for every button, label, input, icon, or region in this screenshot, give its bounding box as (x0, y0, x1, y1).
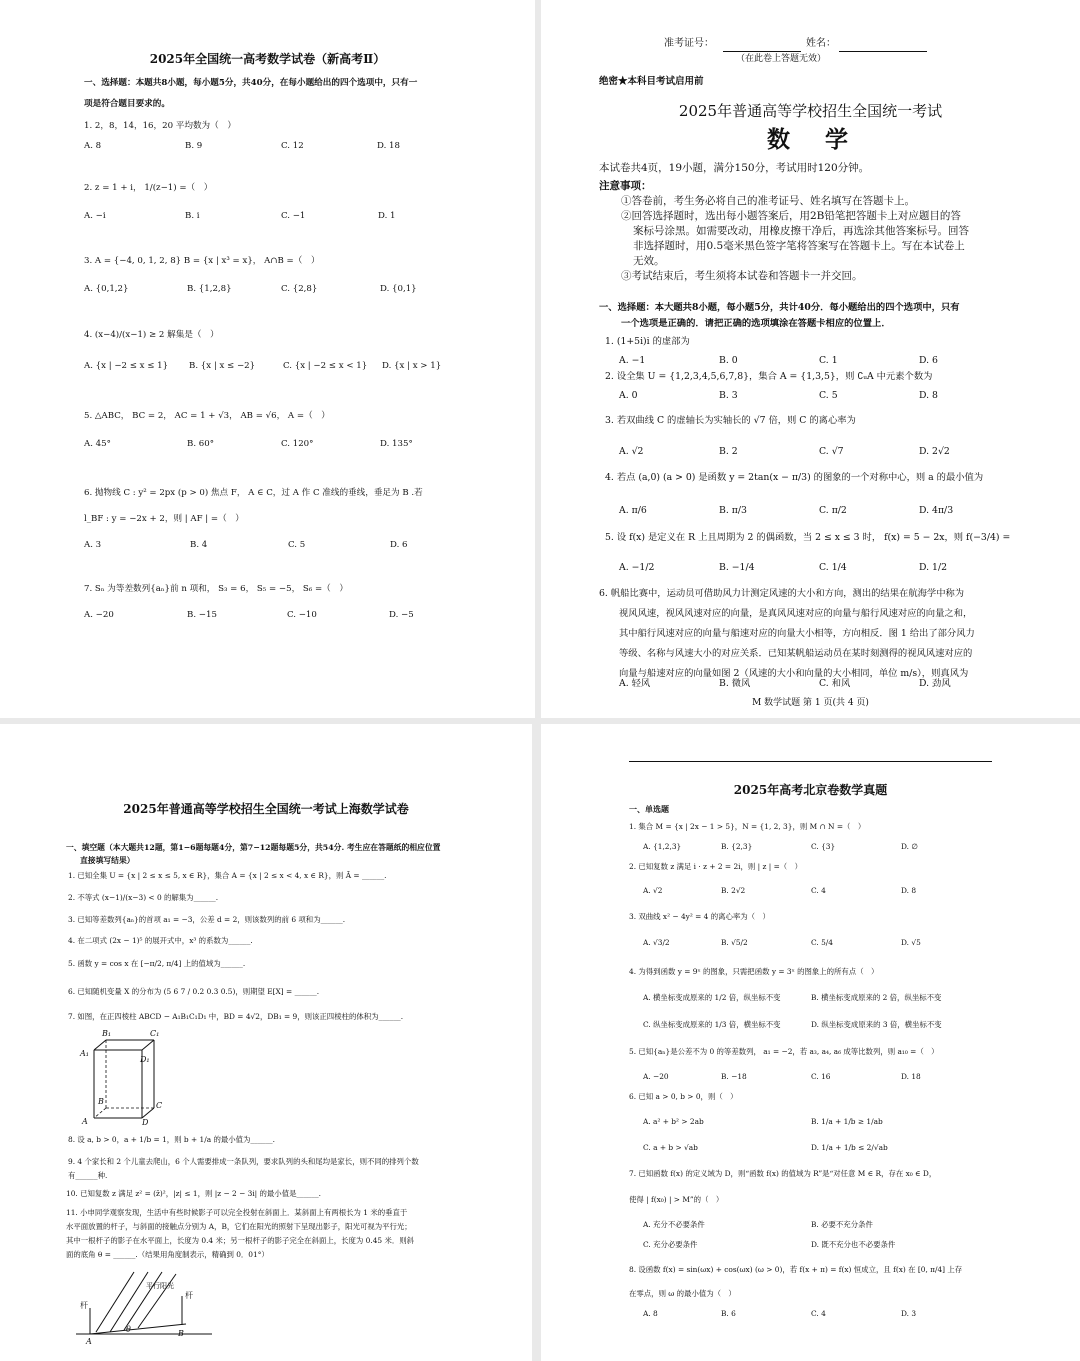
option: A. √2 (619, 446, 644, 457)
option: A. 横坐标变成原来的 1/2 倍，纵坐标不变 (643, 993, 781, 1002)
option: B. π/3 (719, 505, 747, 516)
notice-line: 案标号涂黑。如需要改动，用橡皮擦干净后，再选涂其他答案标号。回答 (633, 225, 969, 237)
header-rule (629, 761, 992, 762)
option: A. 8 (643, 1309, 658, 1318)
option: D. 18 (377, 141, 400, 151)
section-heading-cont: 直接填写结果） (80, 856, 135, 865)
option: B. √5/2 (721, 938, 748, 947)
notice-title: 注意事项： (599, 180, 652, 192)
question-stem: 1. (1+5i)i 的虚部为 (605, 336, 690, 347)
q6-line: 其中船行风速对应的向量与船速对应的向量大小相等，方向相反．图 1 给出了部分风力 (619, 628, 975, 639)
sunlight-label: 平行阳光 (146, 1282, 174, 1290)
exam-page-national (541, 0, 1080, 718)
option: B. 3 (719, 390, 738, 401)
exam-page-shanghai (0, 724, 532, 1361)
question-stem: 3. A = {−4, 0, 1, 2, 8} B = {x | x³ = x}， A∩B =（ ） (84, 256, 320, 266)
option: C. 1 (819, 355, 838, 366)
fill-item: 10. 已知复数 z 满足 z² = (z̄)²，|z| ≤ 1，则 |z − 2 − 3i| 的最小值是______. (66, 1189, 321, 1198)
question-stem: 1. 集合 M = {x | 2x − 1 > 5}，N = {1, 2, 3}，则 M ∩ N =（ ） (629, 822, 866, 831)
page-footer: M 数学试题 第 1 页(共 4 页) (752, 698, 869, 708)
exam-title: 2025年普通高等学校招生全国统一考试 (678, 102, 943, 120)
option: A. −1/2 (619, 562, 655, 573)
question-stem: 4. (x−4)/(x−1) ≥ 2 解集是（ ） (84, 330, 219, 340)
option: D. 6 (919, 355, 938, 366)
option: B. 1/a + 1/b ≥ 1/ab (811, 1117, 883, 1126)
secret-mark: 绝密★本科目考试启用前 (599, 76, 704, 87)
fill-item: 水平面放置的杆子，与斜面的接触点分别为 A，B，它们在阳光的照射下呈现出影子，阳光可视为平行光； (66, 1222, 412, 1231)
option: A. √2 (643, 886, 663, 895)
option: C. 和风 (819, 678, 851, 689)
option: D. −5 (389, 610, 414, 620)
question-stem: 6. 抛物线 C : y² = 2px (p > 0) 焦点 F， A ∈ C，过 A 作 C 准线的垂线，垂足为 B .若 (84, 488, 423, 498)
option: B. −18 (721, 1072, 747, 1081)
question-stem: 2. 设全集 U = {1,2,3,4,5,6,7,8}，集合 A = {1,3,5}，则 ∁ᵤA 中元素个数为 (605, 371, 933, 382)
point-label: B (178, 1329, 184, 1338)
option: C. 4 (811, 1309, 826, 1318)
page-title: 2025年全国统一高考数学试卷（新高考Ⅱ） (149, 52, 386, 66)
exam-page-beijing (541, 724, 1080, 1361)
option: D. 劲风 (919, 678, 951, 689)
option: A. −20 (84, 610, 114, 620)
question-stem: 7. 已知函数 f(x) 的定义域为 D，则“函数 f(x) 的值域为 R”是“对任意 M ∈ R，存在 x₀ ∈ D， (629, 1169, 937, 1178)
option: D. ∅ (901, 842, 918, 851)
option: B. {x | x ≤ −2} (189, 361, 256, 371)
option: D. 1/2 (919, 562, 947, 573)
notice-line: ②回答选择题时，选出每小题答案后，用2B铅笔把答题卡上对应题目的答 (621, 210, 961, 222)
sunlight-figure (76, 1268, 216, 1348)
exam-intro: 本试卷共4页，19小题，满分150分，考试用时120分钟。 (599, 162, 870, 174)
fill-item: 1. 已知全集 U = {x | 2 ≤ x ≤ 5, x ∈ R}，集合 A = {x | 2 ≤ x < 4, x ∈ R}，则 Ā = ______. (68, 871, 387, 880)
option: B. 2 (719, 446, 738, 457)
option: A. 45° (84, 439, 111, 449)
notice-line: ③考试结束后，考生须将本试卷和答题卡一并交回。 (621, 270, 863, 282)
exam-id-blank[interactable] (723, 51, 801, 52)
exam-id-label: 准考证号： (664, 38, 714, 49)
section-heading: 一、选择题：本题共8小题，每小题5分，共40分，在每小题给出的四个选项中，只有一 (84, 78, 418, 88)
option: C. π/2 (819, 505, 847, 516)
fill-item: 11. 小申同学观察发现，生活中有些时候影子可以完全投射在斜面上．某斜面上有两根长为 1 米的垂直于 (66, 1208, 408, 1217)
section-heading-cont: 一个选项是正确的．请把正确的选项填涂在答题卡相应的位置上． (621, 318, 891, 329)
q6-line: 6. 帆船比赛中，运动员可借助风力计测定风速的大小和方向，测出的结果在航海学中称为 (599, 588, 965, 599)
option: B. 微风 (719, 678, 751, 689)
option: D. 纵坐标变成原来的 3 倍，横坐标不变 (811, 1020, 942, 1029)
fill-item: 2. 不等式 (x−1)/(x−3) < 0 的解集为______. (68, 893, 219, 902)
option: D. 2√2 (919, 446, 950, 457)
prism-label: D₁ (140, 1055, 150, 1064)
angle-label: θ (126, 1325, 131, 1334)
option: B. 横坐标变成原来的 2 倍，纵坐标不变 (811, 993, 942, 1002)
prism-label: B₁ (102, 1029, 112, 1038)
fill-item: 9. 4 个家长和 2 个儿童去爬山，6 个人需要排成一条队列，要求队列的头和尾均是家长，则不同的排列个数 (68, 1157, 419, 1166)
option: C. {3} (811, 842, 836, 851)
option: B. {1,2,8} (187, 284, 232, 294)
option: D. √5 (901, 938, 921, 947)
section-heading: 一、填空题（本大题共12题，第1−6题每题4分，第7−12题每题5分，共54分. 考生应在答题纸的相应位置 (66, 843, 441, 852)
page-title: 2025年普通高等学校招生全国统一考试上海数学试卷 (123, 802, 409, 816)
option: C. 纵坐标变成原来的 1/3 倍，横坐标不变 (643, 1020, 781, 1029)
option: C. 120° (281, 439, 314, 449)
q6-line: 视风风速，视风风速对应的向量，是真风风速对应的向量与船行风速对应的向量之和， (619, 608, 973, 619)
prism-label: A₁ (80, 1049, 89, 1058)
option: C. −1 (281, 211, 306, 221)
option: B. 60° (187, 439, 215, 449)
option: C. 12 (281, 141, 304, 151)
notice-line: 非选择题时，用0.5毫米黑色签字笔将答案写在答题卡上。写在本试卷上 (633, 240, 965, 252)
option: D. {0,1} (380, 284, 417, 294)
question-stem: 3. 双曲线 x² − 4y² = 4 的离心率为（ ） (629, 912, 770, 921)
option: A. {1,2,3} (643, 842, 682, 851)
option: B. −1/4 (719, 562, 755, 573)
option: A. 8 (84, 141, 102, 151)
option: B. 2√2 (721, 886, 746, 895)
prism-label: A (82, 1117, 88, 1126)
option: D. 1 (378, 211, 396, 221)
page-title: 2025年高考北京卷数学真题 (733, 783, 888, 797)
option: B. 6 (721, 1309, 736, 1318)
section-heading: 一、单选题 (629, 804, 669, 814)
question-stem: 6. 已知 a > 0, b > 0，则（ ） (629, 1092, 738, 1101)
question-stem-cont: 在零点，则 ω 的最小值为（ ） (629, 1289, 736, 1298)
prism-label: D (142, 1118, 149, 1126)
fill-item: 6. 已知随机变量 X 的分布为 (5 6 7 / 0.2 0.3 0.5)，则期望 E[X] = ______. (68, 987, 320, 996)
fill-item: 8. 设 a, b > 0，a + 1/b = 1，则 b + 1/a 的最小值为______. (68, 1135, 275, 1144)
option: C. 5 (288, 540, 306, 550)
option: A. −20 (643, 1072, 669, 1081)
option: D. 4π/3 (919, 505, 954, 516)
notice-line: ①答卷前，考生务必将自己的准考证号、姓名填写在答题卡上。 (621, 195, 915, 207)
question-stem: 1. 2，8，14，16，20 平均数为（ ） (84, 121, 236, 131)
fill-item: 面的底角 θ = ______.（结果用角度制表示，精确到 0．01°） (66, 1250, 269, 1259)
option: D. 135° (380, 439, 413, 449)
q6-line: 等级、名称与风速大小的对应关系．已知某帆船运动员在某时刻测得的视风风速对应的 (619, 648, 973, 659)
q6-line: 向量与船速对应的向量如图 2（风速的大小和向量的大小相同，单位 m/s），则真风为 (619, 668, 969, 679)
notice-line: 无效。 (633, 255, 665, 267)
prism-label: C₁ (150, 1029, 160, 1038)
prism-label: B (98, 1097, 104, 1106)
option: C. 5/4 (811, 938, 833, 947)
option: D. 18 (901, 1072, 921, 1081)
option: D. 8 (901, 886, 917, 895)
option: C. √7 (819, 446, 844, 457)
option: C. a + b > √ab (643, 1143, 698, 1152)
question-stem: 8. 设函数 f(x) = sin(ωx) + cos(ωx) (ω > 0)，若 f(x + π) = f(x) 恒成立，且 f(x) 在 [0, π/4] 上存 (629, 1265, 963, 1274)
name-label: 姓名： (806, 38, 836, 49)
option: B. 4 (190, 540, 208, 550)
exam-page-new-gaokao-2 (0, 0, 535, 718)
option: C. {2,8} (281, 284, 318, 294)
prism-figure (74, 1026, 174, 1126)
fill-item: 其中一根杆子的影子在水平面上，长度为 0.4 米；另一根杆子的影子完全在斜面上，长度为 0.45 米．则斜 (66, 1236, 415, 1245)
option: A. {0,1,2} (84, 284, 129, 294)
point-label: A (86, 1337, 92, 1346)
question-stem: 2. 已知复数 z 满足 i · z + 2 = 2i，则 | z | =（ ） (629, 862, 802, 871)
prism-label: C (156, 1101, 163, 1110)
option: B. 9 (185, 141, 203, 151)
answer-invalid-note: （在此卷上答题无效） (736, 54, 827, 64)
section-heading-cont: 项是符合题目要求的。 (84, 99, 170, 109)
option: C. 充分必要条件 (643, 1240, 698, 1249)
option: D. 既不充分也不必要条件 (811, 1240, 896, 1249)
fill-item: 7. 如图，在正四棱柱 ABCD − A₁B₁C₁D₁ 中，BD = 4√2，DB₁ = 9，则该正四棱柱的体积为______. (68, 1012, 404, 1021)
option: B. 必要不充分条件 (811, 1220, 873, 1229)
question-stem-cont: l_BF : y = −2x + 2，则 | AF | =（ ） (84, 514, 244, 524)
name-blank[interactable] (839, 51, 927, 52)
option: A. √3/2 (643, 938, 670, 947)
fill-item: 4. 在二项式 (2x − 1)⁵ 的展开式中，x³ 的系数为______. (68, 936, 253, 945)
option: D. {x | x > 1} (382, 361, 442, 371)
option: A. 充分不必要条件 (643, 1220, 705, 1229)
question-stem: 4. 若点 (a,0) (a > 0) 是函数 y = 2tan(x − π/3) 的图象的一个对称中心，则 a 的最小值为 (605, 472, 984, 483)
option: A. 0 (619, 390, 638, 401)
option: C. 1/4 (819, 562, 847, 573)
option: B. {2,3} (721, 842, 753, 851)
pole-label: 杆 (185, 1291, 193, 1300)
fill-item: 有______种. (68, 1171, 108, 1180)
question-stem-cont: 使得 | f(x₀) | > M”的（ ） (629, 1195, 724, 1204)
option: D. 3 (901, 1309, 917, 1318)
fill-item: 5. 函数 y = cos x 在 [−π/2, π/4] 上的值域为______. (68, 959, 246, 968)
section-heading: 一、选择题：本大题共8小题，每小题5分，共计40分．每小题给出的四个选项中，只有 (599, 302, 960, 313)
option: C. 16 (811, 1072, 831, 1081)
option: B. 0 (719, 355, 738, 366)
option: C. {x | −2 ≤ x < 1} (283, 361, 368, 371)
option: A. 3 (84, 540, 102, 550)
question-stem: 2. z = 1 + i， 1/(z−1) =（ ） (84, 183, 213, 193)
question-stem: 5. 设 f(x) 是定义在 R 上且周期为 2 的偶函数，当 2 ≤ x ≤ 3 时， f(x) = 5 − 2x，则 f(−3/4) = (605, 532, 1011, 543)
option: B. −15 (187, 610, 217, 620)
subject-title: 数 学 (767, 126, 854, 153)
question-stem: 5. 已知{aₙ}是公差不为 0 的等差数列， a₁ = −2，若 a₃, a₄, a₆ 成等比数列，则 a₁₀ =（ ） (629, 1047, 939, 1056)
option: A. a² + b² > 2ab (643, 1117, 704, 1126)
option: D. 8 (919, 390, 938, 401)
option: C. 5 (819, 390, 838, 401)
question-stem: 7. Sₙ 为等差数列{aₙ}前 n 项和， S₃ = 6， S₅ = −5， S₆ =（ ） (84, 584, 348, 594)
fill-item: 3. 已知等差数列{aₙ}的首项 a₁ = −3，公差 d = 2，则该数列的前 6 项和为______. (68, 915, 346, 924)
option: A. −1 (619, 355, 646, 366)
question-stem: 3. 若双曲线 C 的虚轴长为实轴长的 √7 倍，则 C 的离心率为 (605, 415, 856, 426)
option: C. 4 (811, 886, 826, 895)
question-stem: 4. 为得到函数 y = 9ˣ 的图象，只需把函数 y = 3ˣ 的图象上的所有点（ ） (629, 967, 879, 976)
option: A. π/6 (619, 505, 647, 516)
question-stem: 5. △ABC， BC = 2， AC = 1 + √3， AB = √6， A =（ ） (84, 411, 330, 421)
option: A. 轻风 (619, 678, 651, 689)
pole-label: 杆 (80, 1301, 88, 1310)
option: C. −10 (287, 610, 317, 620)
option: D. 6 (390, 540, 408, 550)
option: A. −i (84, 211, 106, 221)
option: A. {x | −2 ≤ x ≤ 1} (84, 361, 169, 371)
option: D. 1/a + 1/b ≤ 2/√ab (811, 1143, 888, 1152)
option: B. i (185, 211, 200, 221)
